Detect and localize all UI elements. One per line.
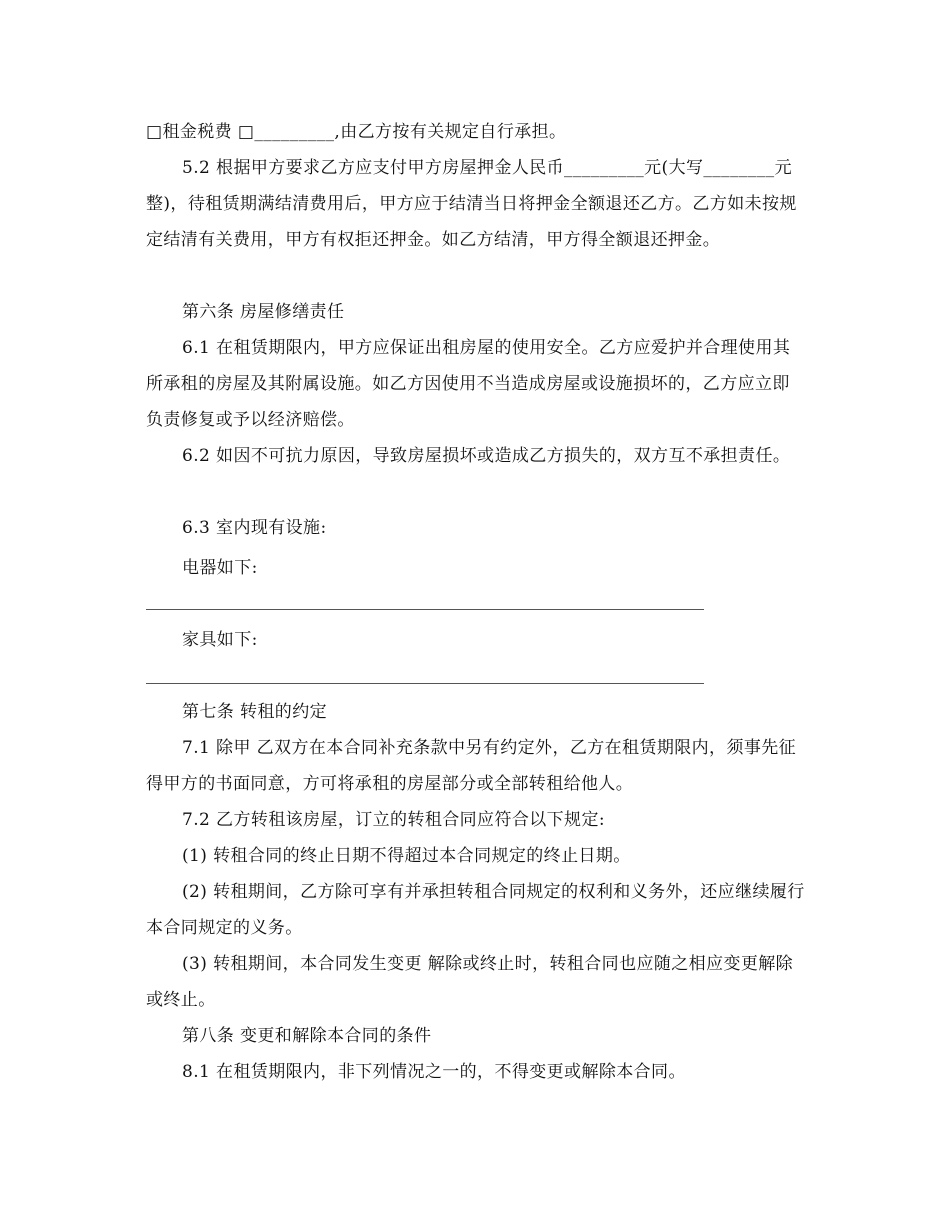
article-8-heading: 第八条 变更和解除本合同的条件: [182, 1026, 432, 1046]
clause-7-2: 7.2 乙方转租该房屋，订立的转租合同应符合以下规定:: [182, 810, 605, 830]
clause-6-3: 6.3 室内现有设施:: [182, 518, 327, 538]
clause-8-1: 8.1 在租赁期限内，非下列情况之一的，不得变更或解除本合同。: [182, 1062, 686, 1082]
tax-burden-clause: □租金税费 □_________,由乙方按有关规定自行承担。: [146, 122, 567, 142]
appliances-label: 电器如下:: [182, 558, 258, 578]
clause-5-2-deposit: 5.2 根据甲方要求乙方应支付甲方房屋押金人民币_________元(大写________元整)，待租赁期满结清费用后，甲方应于结清当日将押金全额退还乙方。乙方如未按规定结清有关费用，甲方有权拒还押金。如乙方结清，甲方得全额退还押金。: [146, 158, 797, 250]
clause-6-2: 6.2 如因不可抗力原因，导致房屋损坏或造成乙方损失的，双方互不承担责任。: [182, 446, 791, 466]
clause-6-1: 6.1 在租赁期限内，甲方应保证出租房屋的使用安全。乙方应爱护并合理使用其所承租的房屋及其附属设施。如乙方因使用不当造成房屋或设施损坏的，乙方应立即负责修复或予以经济赔偿。: [146, 338, 791, 430]
sublease-item-3: (3) 转租期间，本合同发生变更 解除或终止时，转租合同也应随之相应变更解除或终止。: [146, 954, 794, 1010]
clause-7-1: 7.1 除甲 乙双方在本合同补充条款中另有约定外，乙方在租赁期限内，须事先征得甲方的书面同意，方可将承租的房屋部分或全部转租给他人。: [146, 738, 797, 794]
sublease-item-2: (2) 转租期间，乙方除可享有并承担转租合同规定的权利和义务外，还应继续履行本合同规定的义务。: [146, 882, 805, 938]
article-7-heading: 第七条 转租的约定: [182, 702, 328, 722]
article-6-heading: 第六条 房屋修缮责任: [182, 302, 345, 322]
furniture-label: 家具如下:: [182, 630, 258, 650]
furniture-blank-line: [146, 683, 704, 684]
appliances-blank-line: [146, 609, 704, 610]
sublease-item-1: (1) 转租合同的终止日期不得超过本合同规定的终止日期。: [182, 846, 631, 866]
